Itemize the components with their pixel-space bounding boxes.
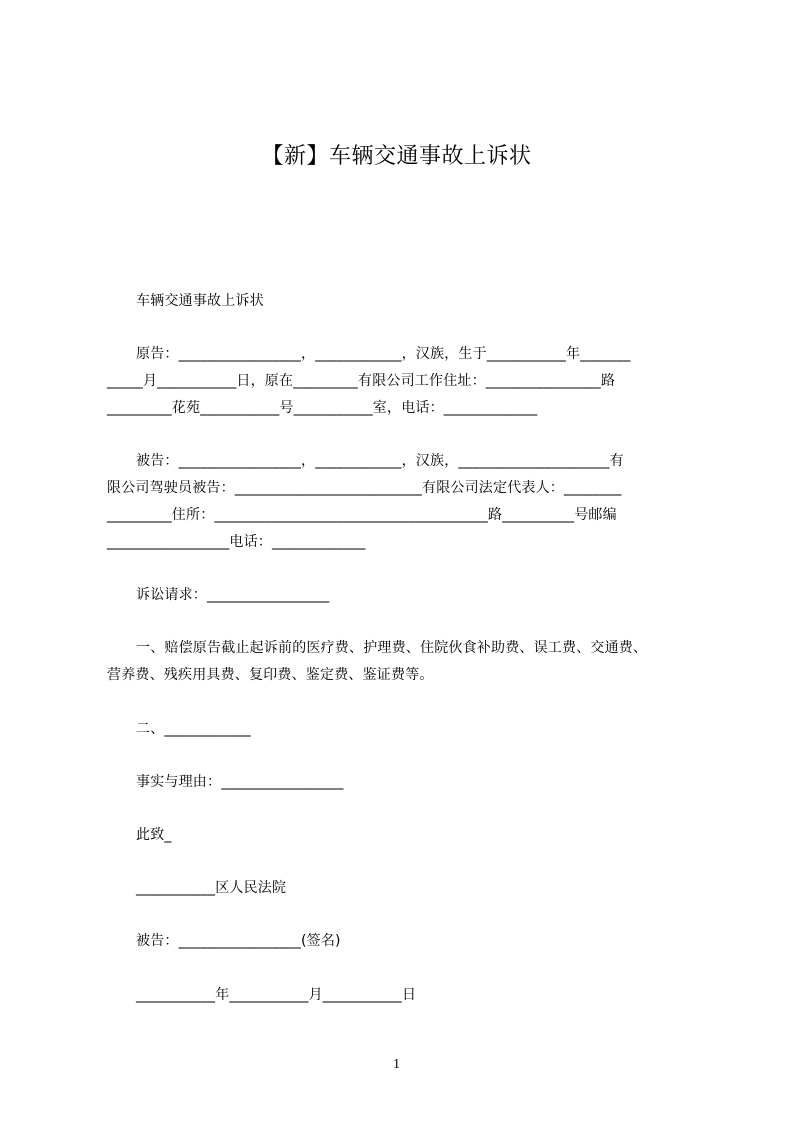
section-heading: 车辆交通事故上诉状: [136, 293, 264, 309]
defendant-line-3: _________住所：______________________________________路__________号邮编: [107, 507, 617, 523]
plaintiff-line-2: _____月___________日，原在_________有限公司工作住址：________________路: [107, 373, 616, 389]
plaintiff-line-3: _________花苑___________号___________室，电话：_____________: [107, 400, 538, 416]
facts-and-reasons: 事实与理由：_________________: [136, 774, 344, 790]
claims-label: 诉讼请求：_________________: [136, 587, 330, 603]
claim-2: 二、____________: [136, 721, 251, 737]
plaintiff-line-1: 原告：_________________，____________，汉族，生于___________年_______: [136, 346, 631, 362]
signature-line: 被告：_________________(签名): [136, 933, 341, 949]
court-name: ___________区人民法院: [136, 880, 287, 896]
closing-salutation: 此致_: [136, 827, 172, 843]
date-line: ___________年___________月___________日: [136, 987, 417, 1003]
defendant-line-4: _________________电话：_____________: [107, 534, 366, 550]
claim-1-line-1: 一、赔偿原告截止起诉前的医疗费、护理费、住院伙食补助费、误工费、交通费、: [136, 640, 648, 656]
page-number: 1: [393, 1057, 400, 1072]
defendant-line-2: 限公司驾驶员被告：__________________________有限公司法定代表人：________: [107, 480, 622, 496]
document-title: 【新】车辆交通事故上诉状: [261, 144, 532, 169]
claim-1-line-2: 营养费、残疾用具费、复印费、鉴定费、鉴证费等。: [107, 667, 434, 683]
defendant-line-1: 被告：_________________，____________，汉族，_____________________有: [136, 453, 624, 469]
